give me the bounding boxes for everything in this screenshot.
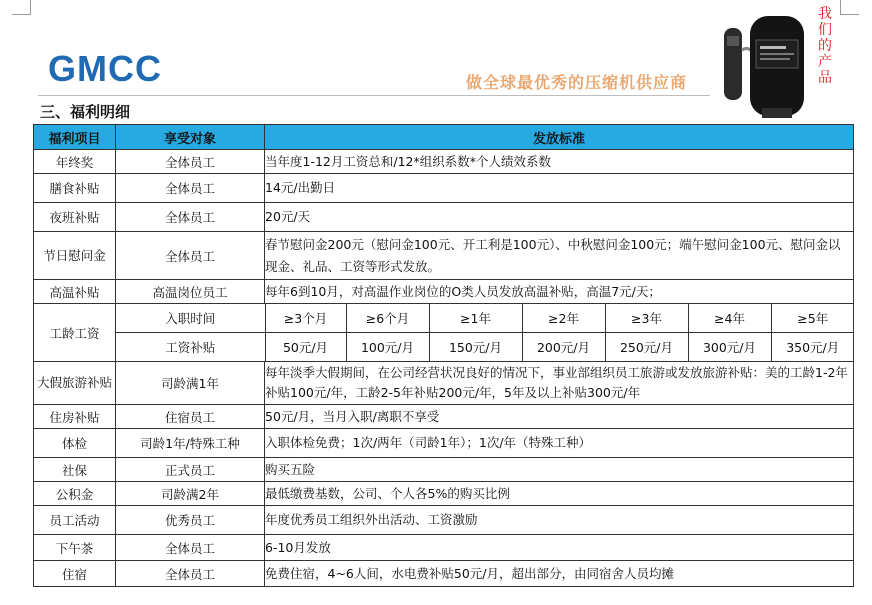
benefit-target: 全体员工 (116, 232, 265, 280)
table-row (34, 429, 854, 458)
benefit-standard: 20元/天 (265, 203, 854, 232)
benefit-item: 年终奖 (34, 150, 116, 174)
company-logo: GMCC (48, 48, 162, 89)
column-header-item: 福利项目 (34, 125, 116, 150)
table-row (34, 232, 854, 280)
table-row (34, 150, 854, 174)
column-header-standard: 发放标准 (265, 125, 854, 150)
benefit-item: 体检 (34, 429, 116, 458)
benefit-item: 员工活动 (34, 506, 116, 535)
benefit-standard: 免费住宿，4~6人间，水电费补贴50元/月，超出部分，由同宿舍人员均摊 (265, 561, 854, 587)
benefit-target: 司龄满1年 (116, 362, 265, 405)
table-header-row (34, 125, 854, 150)
benefit-target: 全体员工 (116, 535, 265, 561)
wage-label: 工资补贴 (116, 333, 265, 362)
tenure-value: ≥3个月 (265, 304, 346, 333)
benefit-standard: 6-10月发放 (265, 535, 854, 561)
header-divider (38, 95, 710, 96)
section-title: 三、福利明细 (40, 103, 131, 121)
benefit-standard: 入职体检免费；1次/两年（司龄1年）；1次/年（特殊工种） (265, 429, 854, 458)
wage-value: 50元/月 (265, 333, 346, 362)
tenure-value: ≥6个月 (346, 304, 429, 333)
benefits-table (33, 124, 854, 587)
benefit-target: 正式员工 (116, 458, 265, 482)
table-row (34, 458, 854, 482)
tenure-value: ≥4年 (688, 304, 771, 333)
benefit-item: 住房补贴 (34, 405, 116, 429)
wage-value: 200元/月 (522, 333, 605, 362)
seniority-wage-table (116, 304, 854, 361)
wage-value: 300元/月 (688, 333, 771, 362)
benefit-standard: 购买五险 (265, 458, 854, 482)
benefit-item: 高温补贴 (34, 280, 116, 304)
tenure-value: ≥3年 (605, 304, 688, 333)
benefit-item: 下午茶 (34, 535, 116, 561)
benefit-item: 工龄工资 (34, 304, 116, 362)
benefit-standard: 最低缴费基数，公司、个人各5%的购买比例 (265, 482, 854, 506)
benefit-standard: 50元/月，当月入职/离职不享受 (265, 405, 854, 429)
benefit-standard: 年度优秀员工组织外出活动、工资激励 (265, 506, 854, 535)
corner-crop-mark-right (840, 0, 859, 15)
benefit-target: 优秀员工 (116, 506, 265, 535)
benefit-target: 全体员工 (116, 561, 265, 587)
company-slogan: 做全球最优秀的压缩机供应商 (466, 73, 688, 92)
benefit-standard: 每年6到10月，对高温作业岗位的O类人员发放高温补贴，高温7元/天； (265, 280, 854, 304)
tenure-value: ≥1年 (429, 304, 522, 333)
benefit-item: 大假旅游补贴 (34, 362, 116, 405)
wage-value: 100元/月 (346, 333, 429, 362)
table-row (34, 561, 854, 587)
benefit-target: 全体员工 (116, 174, 265, 203)
benefit-target: 司龄满2年 (116, 482, 265, 506)
benefit-item: 夜班补贴 (34, 203, 116, 232)
wage-value: 250元/月 (605, 333, 688, 362)
tenure-label: 入职时间 (165, 311, 216, 326)
benefit-item: 膳食补贴 (34, 174, 116, 203)
table-row (34, 405, 854, 429)
table-row (34, 506, 854, 535)
seniority-wage-row (34, 304, 854, 362)
wage-row (116, 333, 854, 362)
table-row (34, 174, 854, 203)
benefit-standard: 每年淡季大假期间，在公司经营状况良好的情况下，事业部组织员工旅游或发放旅游补贴：美的工龄1-2年补贴100元/年，工龄2-5年补贴200元/年，5年及以上补贴300元/年 (265, 362, 854, 405)
benefit-standard: 春节慰问金200元（慰问金100元、开工利是100元）、中秋慰问金100元；端午慰问金100元、慰问金以现金、礼品、工资等形式发放。 (265, 232, 854, 280)
benefit-item: 社保 (34, 458, 116, 482)
benefit-item: 节日慰问金 (34, 232, 116, 280)
table-row (34, 482, 854, 506)
benefit-item: 公积金 (34, 482, 116, 506)
tenure-row (116, 304, 854, 333)
benefit-standard: 14元/出勤日 (265, 174, 854, 203)
tenure-value: ≥5年 (771, 304, 854, 333)
table-row (34, 203, 854, 232)
benefit-target: 住宿员工 (116, 405, 265, 429)
benefit-standard: 当年度1-12月工资总和/12*组织系数*个人绩效系数 (265, 150, 854, 174)
wage-value: 350元/月 (771, 333, 854, 362)
column-header-target: 享受对象 (116, 125, 265, 150)
compressor-product-image (722, 10, 814, 122)
benefit-target: 全体员工 (116, 150, 265, 174)
product-caption: 我们的产品 (818, 6, 832, 86)
tenure-value: ≥2年 (522, 304, 605, 333)
benefit-item: 住宿 (34, 561, 116, 587)
table-row (34, 535, 854, 561)
benefit-target: 全体员工 (116, 203, 265, 232)
corner-crop-mark-left (12, 0, 31, 15)
benefit-target: 司龄1年/特殊工种 (116, 429, 265, 458)
table-row (34, 280, 854, 304)
benefit-target: 高温岗位员工 (116, 280, 265, 304)
wage-value: 150元/月 (429, 333, 522, 362)
table-row (34, 362, 854, 405)
